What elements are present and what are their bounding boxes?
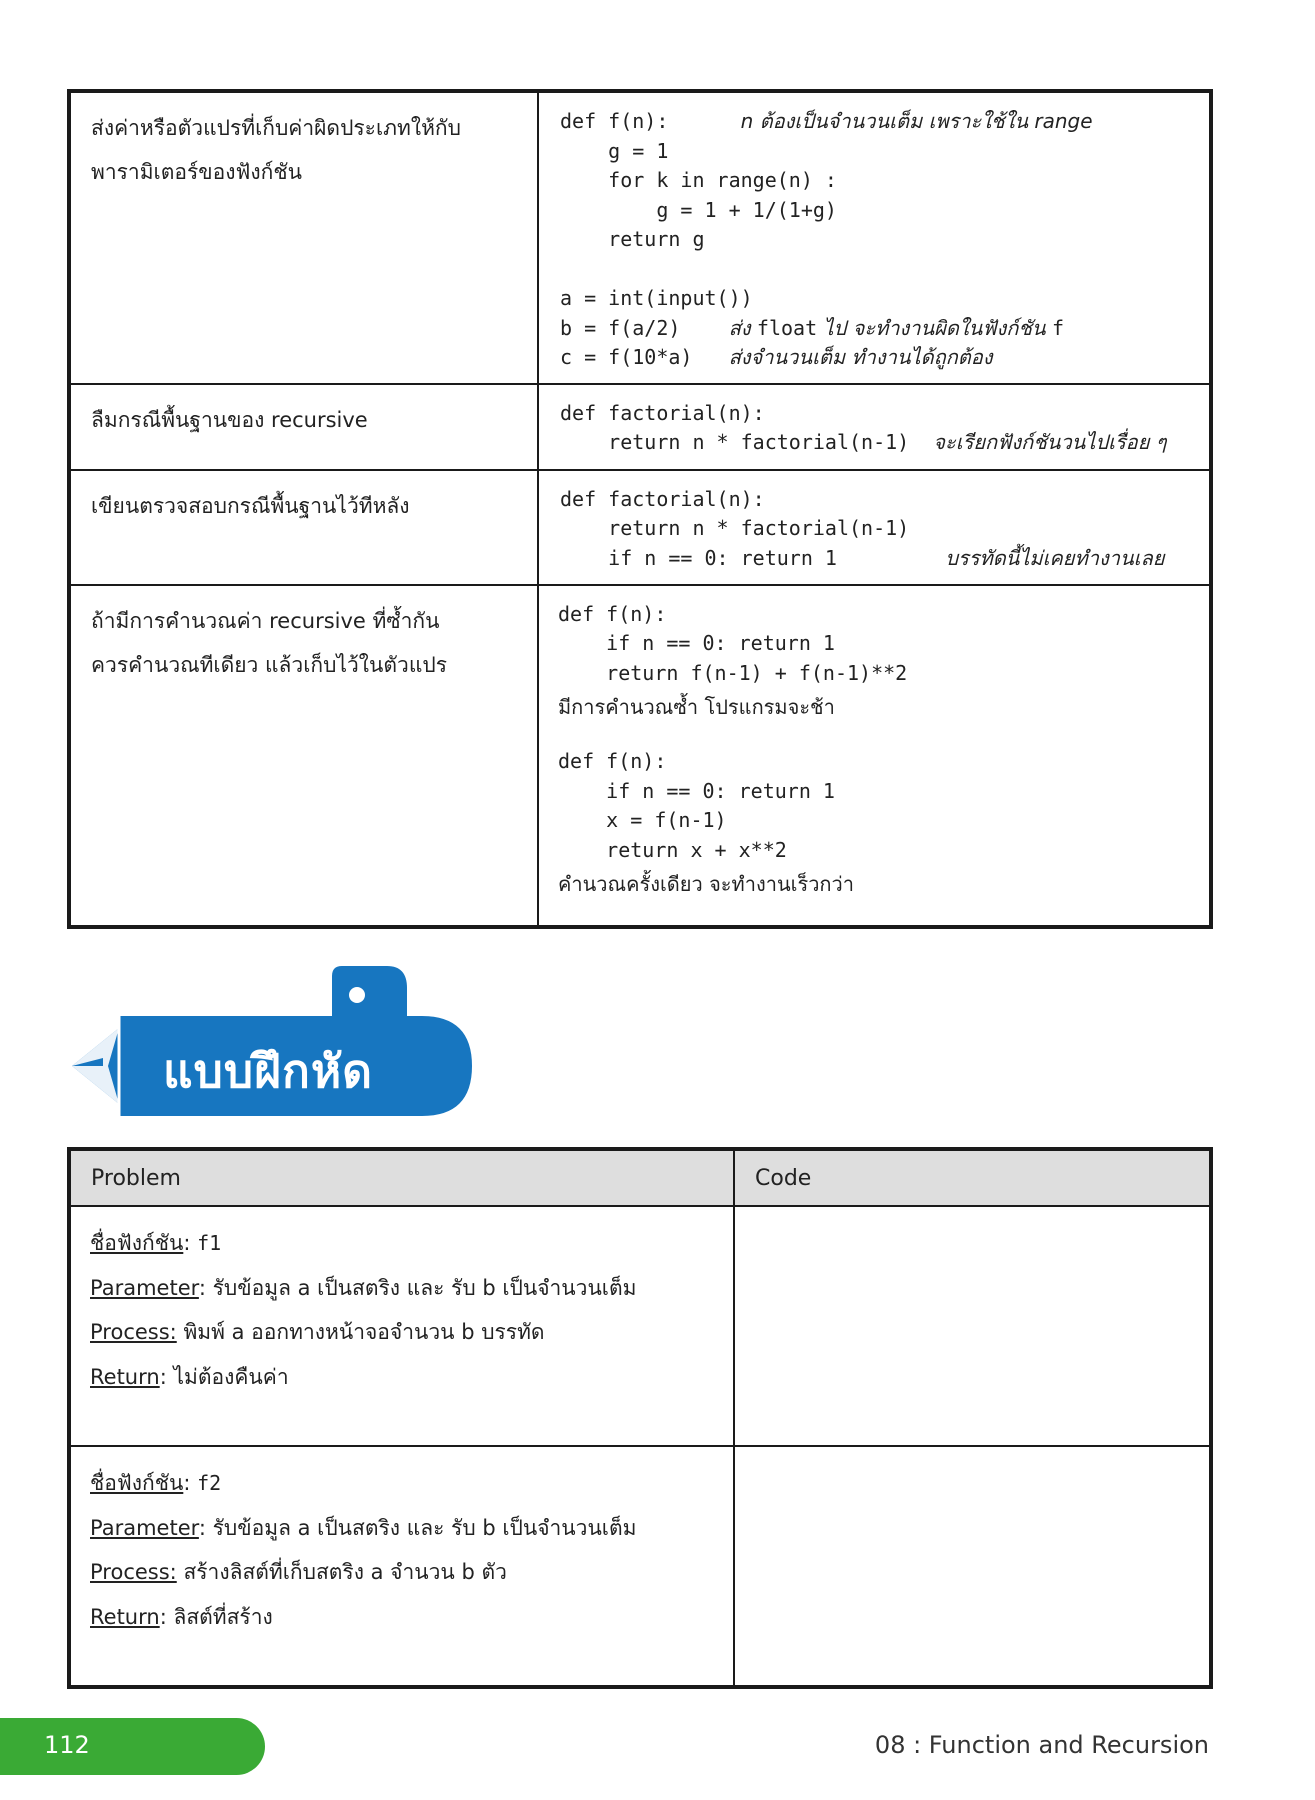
page-number: 112	[44, 1731, 90, 1759]
code-example	[538, 91, 1211, 384]
table-row	[69, 585, 1211, 927]
code-answer-cell[interactable]	[734, 1206, 1211, 1446]
code-line: if n == 0: return 1	[560, 545, 837, 570]
code-block: def f(n): if n == 0: return 1 return f(n-1) + f(n-1)**2	[558, 601, 908, 685]
error-description: เขียนตรวจสอบกรณีพื้นฐานไว้ทีหลัง	[69, 470, 538, 585]
page-number-tab	[0, 1718, 265, 1775]
table-row	[69, 384, 1211, 470]
process-label: Process:	[90, 1320, 177, 1344]
table-row	[69, 1206, 1211, 1446]
code-answer-cell[interactable]	[734, 1446, 1211, 1687]
code-example	[538, 585, 1211, 927]
code-annotation: ส่ง float ไป จะทำงานผิดในฟังก์ชัน f	[728, 315, 1064, 340]
code-line: def f(n):	[560, 109, 741, 133]
function-name: f2	[197, 1471, 222, 1495]
return-label: Return	[90, 1364, 160, 1389]
code-block: g = 1 for k in range(n) : g = 1 + 1/(1+g) return g a = int(input())	[560, 138, 837, 310]
code-block: def f(n): if n == 0: return 1 x = f(n-1) return x + x**2	[558, 749, 835, 862]
return-text: ลิสต์ที่สร้าง	[173, 1604, 273, 1629]
code-annotation: n ต้องเป็นจำนวนเต็ม เพราะใช้ใน range	[740, 109, 1093, 133]
code-block: def factorial(n): return n * factorial(n-1)	[560, 486, 910, 540]
problem-cell: ชื่อฟังก์ชัน: f1 Parameter: รับข้อมูล a เป็นสตริง และ รับ b เป็นจำนวนเต็ม Process: พิมพ์ a ออกทางหน้าจอจำนวน b บรรทัด Return: ไม่ต้องคืนค่า	[69, 1206, 734, 1446]
process-label: Process:	[90, 1560, 177, 1584]
return-text: ไม่ต้องคืนค่า	[173, 1364, 289, 1389]
table-row	[69, 1446, 1211, 1687]
exercise-heading: แบบฝึกหัด	[163, 1044, 374, 1098]
table-row	[69, 470, 1211, 585]
column-header-code: Code	[734, 1149, 1211, 1206]
process-text: พิมพ์ a ออกทางหน้าจอจำนวน b บรรทัด	[183, 1320, 545, 1344]
code-line: c = f(10*a)	[560, 345, 729, 369]
code-line: b = f(a/2)	[560, 315, 729, 340]
description-line: ควรคำนวณทีเดียว แล้วเก็บไว้ในตัวแปร	[91, 652, 447, 677]
code-annotation: บรรทัดนี้ไม่เคยทำงานเลย	[945, 545, 1165, 570]
description-line: ถ้ามีการคำนวณค่า recursive ที่ซ้ำกัน	[91, 608, 440, 633]
code-annotation: ส่งจำนวนเต็ม ทำงานได้ถูกต้อง	[728, 345, 993, 369]
code-comment: มีการคำนวณซ้ำ โปรแกรมจะช้า	[558, 695, 835, 719]
error-description	[69, 585, 538, 927]
function-name: f1	[197, 1231, 222, 1255]
code-line: return n * factorial(n-1)	[560, 430, 910, 454]
code-annotation: จะเรียกฟังก์ชันวนไปเรื่อย ๆ	[933, 430, 1167, 454]
parameter-label: Parameter	[90, 1275, 199, 1300]
problem-cell: ชื่อฟังก์ชัน: f2 Parameter: รับข้อมูล a เป็นสตริง และ รับ b เป็นจำนวนเต็ม Process: สร้างลิสต์ที่เก็บสตริง a จำนวน b ตัว Return: ลิสต์ที่สร้าง	[69, 1446, 734, 1687]
parameter-text: รับข้อมูล a เป็นสตริง และ รับ b เป็นจำนวนเต็ม	[212, 1275, 637, 1300]
description-line: พารามิเตอร์ของฟังก์ชัน	[91, 160, 302, 184]
table-header-row	[69, 1149, 1211, 1206]
code-example	[538, 470, 1211, 585]
code-example	[538, 384, 1211, 470]
parameter-label: Parameter	[90, 1515, 199, 1540]
description-line: ส่งค่าหรือตัวแปรที่เก็บค่าผิดประเภทให้กับ	[91, 116, 461, 140]
table-row	[69, 91, 1211, 384]
return-label: Return	[90, 1604, 160, 1629]
chapter-title: 08 : Function and Recursion	[874, 1731, 1209, 1759]
error-description	[69, 91, 538, 384]
exercise-table	[67, 1147, 1213, 1689]
column-header-problem: Problem	[69, 1149, 734, 1206]
errors-table	[67, 89, 1213, 929]
function-name-label: ชื่อฟังก์ชัน	[90, 1471, 184, 1495]
process-text: สร้างลิสต์ที่เก็บสตริง a จำนวน b ตัว	[183, 1560, 507, 1584]
function-name-label: ชื่อฟังก์ชัน	[90, 1231, 184, 1255]
error-description: ลืมกรณีพื้นฐานของ recursive	[69, 384, 538, 470]
code-line: def factorial(n):	[560, 400, 765, 425]
parameter-text: รับข้อมูล a เป็นสตริง และ รับ b เป็นจำนวนเต็ม	[212, 1515, 637, 1540]
code-comment: คำนวณครั้งเดียว จะทำงานเร็วกว่า	[558, 872, 855, 896]
